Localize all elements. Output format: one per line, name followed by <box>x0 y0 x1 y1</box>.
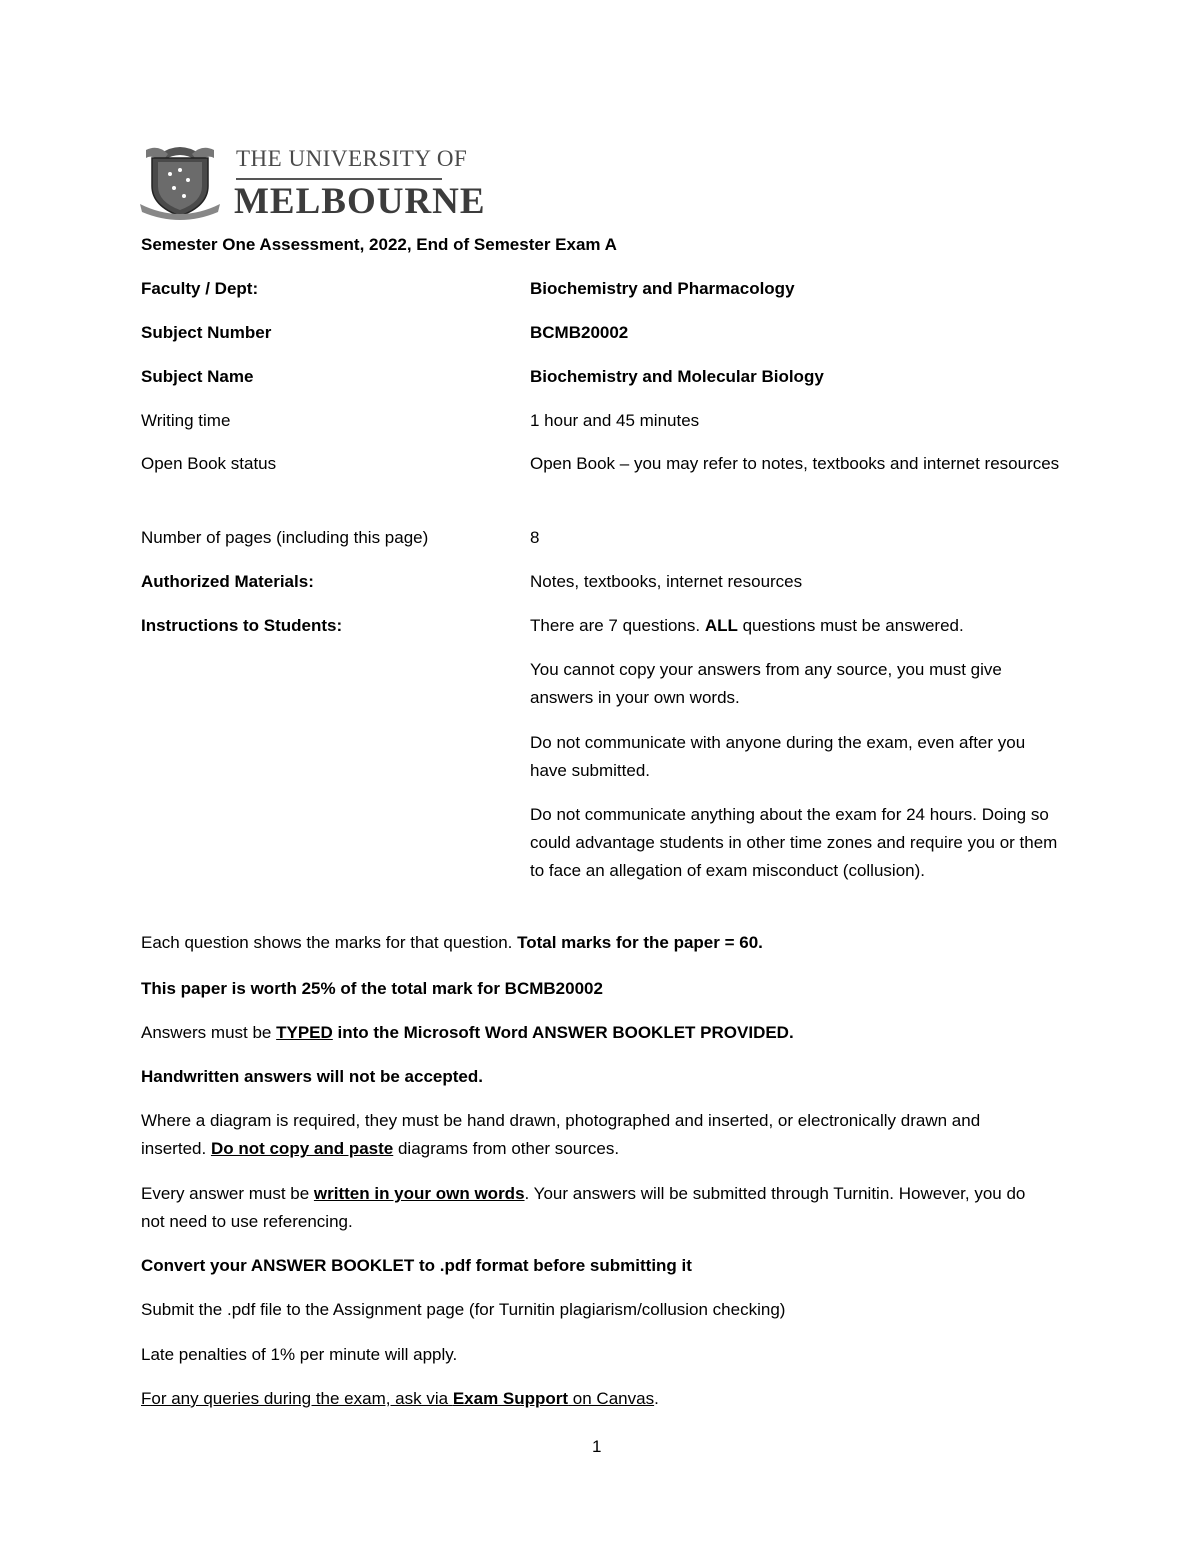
subject-name-value: Biochemistry and Molecular Biology <box>530 367 824 386</box>
submit-paragraph: Submit the .pdf file to the Assignment page (for Turnitin plagiarism/collusion checking) <box>141 1300 786 1319</box>
writing-time-value: 1 hour and 45 minutes <box>530 411 700 430</box>
materials-value: Notes, textbooks, internet resources <box>530 572 803 591</box>
own-words-paragraph: Every answer must be written in your own words. Your answers will be submitted through Turnitin. However, you do not need to use referencing. <box>141 1184 1026 1231</box>
marks-paragraph: Each question shows the marks for that question. Total marks for the paper = 60. <box>141 933 763 952</box>
convert-paragraph: Convert your ANSWER BOOKLET to .pdf format before submitting it <box>141 1256 692 1275</box>
instruction-2: You cannot copy your answers from any source, you must give answers in your own words. <box>530 660 1002 707</box>
queries-paragraph: For any queries during the exam, ask via Exam Support on Canvas. <box>141 1389 659 1408</box>
university-logo <box>138 140 486 222</box>
materials-label: Authorized Materials: <box>141 572 314 591</box>
subject-name-label: Subject Name <box>141 367 254 386</box>
pages-value: 8 <box>530 528 540 547</box>
logo-line-2: MELBOURNE <box>234 181 486 222</box>
handwritten-paragraph: Handwritten answers will not be accepted. <box>141 1067 483 1086</box>
subject-number-label: Subject Number <box>141 323 272 342</box>
exam-heading: Semester One Assessment, 2022, End of Semester Exam A <box>141 235 617 254</box>
instruction-3: Do not communicate with anyone during the exam, even after you have submitted. <box>530 733 1026 780</box>
instruction-4: Do not communicate anything about the exam for 24 hours. Doing so could advantage students in other time zones and require you or them to face an allegation of exam misconduct (collusion). <box>530 805 1058 880</box>
typed-paragraph: Answers must be TYPED into the Microsoft Word ANSWER BOOKLET PROVIDED. <box>141 1023 794 1042</box>
page-number: 1 <box>592 1437 602 1456</box>
instructions-label: Instructions to Students: <box>141 616 343 635</box>
subject-number-value: BCMB20002 <box>530 323 629 342</box>
open-book-label: Open Book status <box>141 454 277 473</box>
late-penalty-paragraph: Late penalties of 1% per minute will apply. <box>141 1345 458 1364</box>
logo-line-1: THE UNIVERSITY OF <box>236 146 468 171</box>
open-book-value: Open Book – you may refer to notes, textbooks and internet resources <box>530 454 1060 473</box>
faculty-value: Biochemistry and Pharmacology <box>530 279 795 298</box>
pages-label: Number of pages (including this page) <box>141 528 429 547</box>
faculty-label: Faculty / Dept: <box>141 279 259 298</box>
university-crest-icon <box>138 140 222 222</box>
instruction-1: There are 7 questions. ALL questions must be answered. <box>530 616 964 635</box>
worth-paragraph: This paper is worth 25% of the total mark for BCMB20002 <box>141 979 603 998</box>
diagram-paragraph: Where a diagram is required, they must be hand drawn, photographed and inserted, or electronically drawn and inserted. Do not copy and paste diagrams from other sources. <box>141 1111 981 1158</box>
writing-time-label: Writing time <box>141 411 231 430</box>
